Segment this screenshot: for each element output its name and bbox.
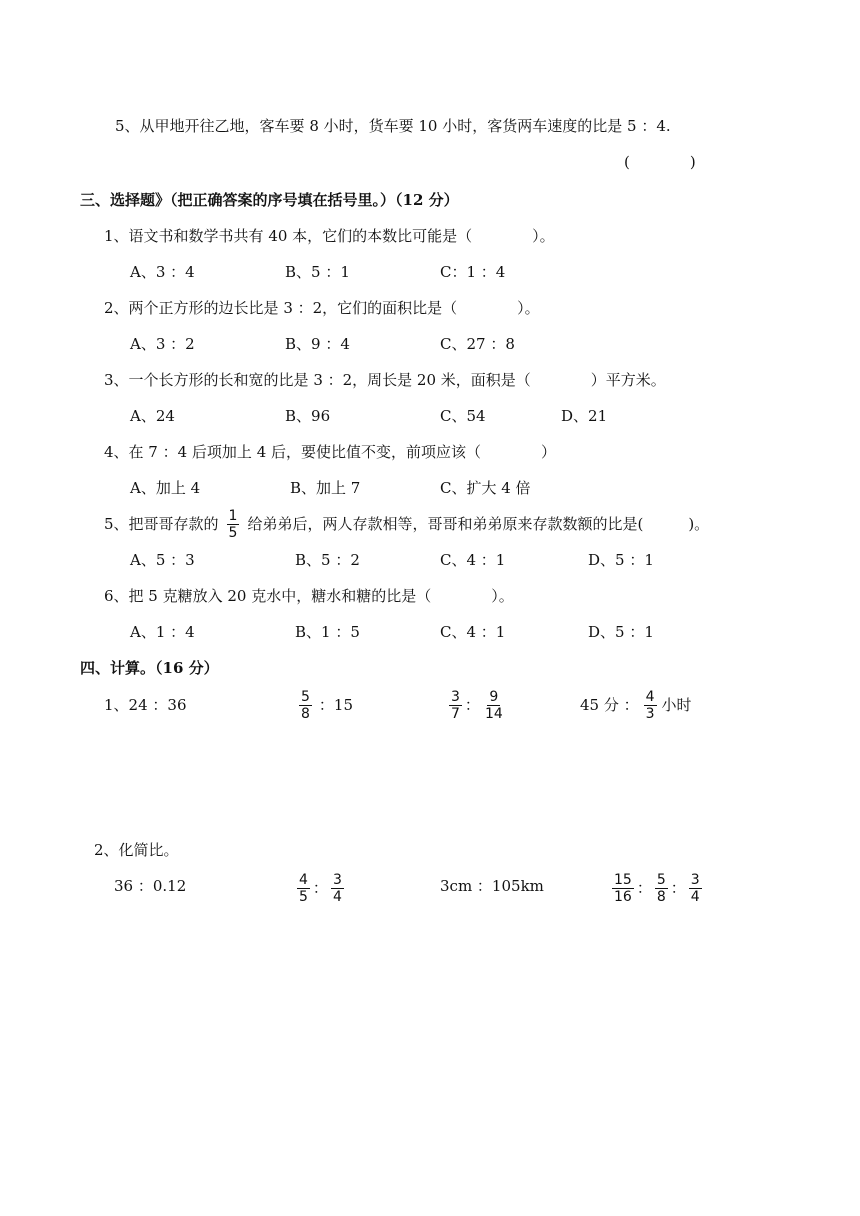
- question-2: 2、两个正方形的边长比是 3 ：2，它们的面积比是（ ）。: [104, 299, 540, 317]
- calc-item-1: 1、24 ：36: [104, 696, 187, 714]
- question-4: 4、在 7 ：4 后项加上 4 后，要使比值不变，前项应该（ ）: [104, 443, 557, 461]
- option-b[interactable]: B、96: [285, 407, 331, 425]
- option-c[interactable]: C、扩大 4 倍: [440, 479, 531, 497]
- judge-question-5: 5、从甲地开往乙地，客车要 8 小时，货车要 10 小时，客货两车速度的比是 5 ：4.: [115, 117, 671, 135]
- calc-item-2: $\frac{5}{8}$ ：15: [301, 688, 354, 722]
- fraction: $\frac{15}{16}$: [614, 871, 632, 905]
- option-a[interactable]: A、24: [130, 407, 175, 425]
- question-5: [104, 506, 709, 542]
- fraction: $\frac{4}{5}$: [299, 871, 308, 905]
- option-c[interactable]: C、4 ：1: [440, 623, 506, 641]
- option-b[interactable]: B、1 ：5: [295, 623, 360, 641]
- option-c[interactable]: C、27 ：8: [440, 335, 515, 353]
- question-5-post: 给弟弟后，两人存款相等，哥哥和弟弟原来存款数额的比是( )。: [247, 515, 710, 533]
- option-c[interactable]: C：1 ：4: [440, 263, 506, 281]
- option-a[interactable]: A、3 ：4: [130, 263, 195, 281]
- calc-item-3: $\frac{3}{7}$ ： $\frac{9}{14}$: [451, 688, 503, 722]
- question-6: 6、把 5 克糖放入 20 克水中，糖水和糖的比是（ ）。: [104, 587, 514, 605]
- fraction: $\frac{5}{8}$: [301, 688, 310, 722]
- fraction: $\frac{3}{4}$: [332, 871, 342, 905]
- option-a[interactable]: A、5 ：3: [130, 551, 195, 569]
- option-a[interactable]: A、1 ：4: [130, 623, 195, 641]
- section-4-title: 四、计算。（16 分）: [80, 659, 219, 677]
- section-3-title: 三、选择题》（把正确答案的序号填在括号里。）（12 分）: [80, 191, 459, 209]
- simplify-item-1: 36 ：0.12: [114, 877, 187, 895]
- option-b[interactable]: B、9 ：4: [285, 335, 350, 353]
- simplify-item-4: $\frac{15}{16}$ ： $\frac{5}{8}$ ： $\frac{3}{4}$: [614, 871, 700, 905]
- option-d[interactable]: D、21: [561, 407, 608, 425]
- option-d[interactable]: D、5 ：1: [588, 551, 654, 569]
- simplify-title: 2、化简比。: [94, 841, 179, 859]
- answer-paren[interactable]: ( ): [624, 153, 696, 171]
- question-5-pre: 5、把哥哥存款的: [104, 515, 219, 533]
- question-1: 1、语文书和数学书共有 40 本，它们的本数比可能是（ ）。: [104, 227, 555, 245]
- calc-item-4: 45 分 ： $\frac{4}{3}$ 小时: [580, 688, 692, 722]
- simplify-item-2: $\frac{4}{5}$ ： $\frac{3}{4}$: [299, 871, 342, 905]
- option-c[interactable]: C、54: [440, 407, 486, 425]
- option-b[interactable]: B、加上 7: [290, 479, 361, 497]
- fraction: $\frac{5}{8}$: [656, 871, 666, 905]
- option-a[interactable]: A、加上 4: [130, 479, 201, 497]
- fraction: $\frac{3}{7}$: [451, 688, 460, 722]
- option-d[interactable]: D、5 ：1: [588, 623, 654, 641]
- option-c[interactable]: C、4 ：1: [440, 551, 506, 569]
- fraction: $\frac{1}{5}$: [228, 507, 238, 541]
- fraction: $\frac{9}{14}$: [484, 688, 503, 722]
- simplify-item-3: 3cm ：105km: [440, 877, 544, 895]
- option-b[interactable]: B、5 ：1: [285, 263, 350, 281]
- option-b[interactable]: B、5 ：2: [295, 551, 360, 569]
- fraction: $\frac{4}{3}$: [645, 688, 655, 722]
- option-a[interactable]: A、3 ：2: [130, 335, 195, 353]
- fraction: $\frac{3}{4}$: [690, 871, 700, 905]
- question-3: 3、一个长方形的长和宽的比是 3 ：2，周长是 20 米，面积是（ ）平方米。: [104, 371, 666, 389]
